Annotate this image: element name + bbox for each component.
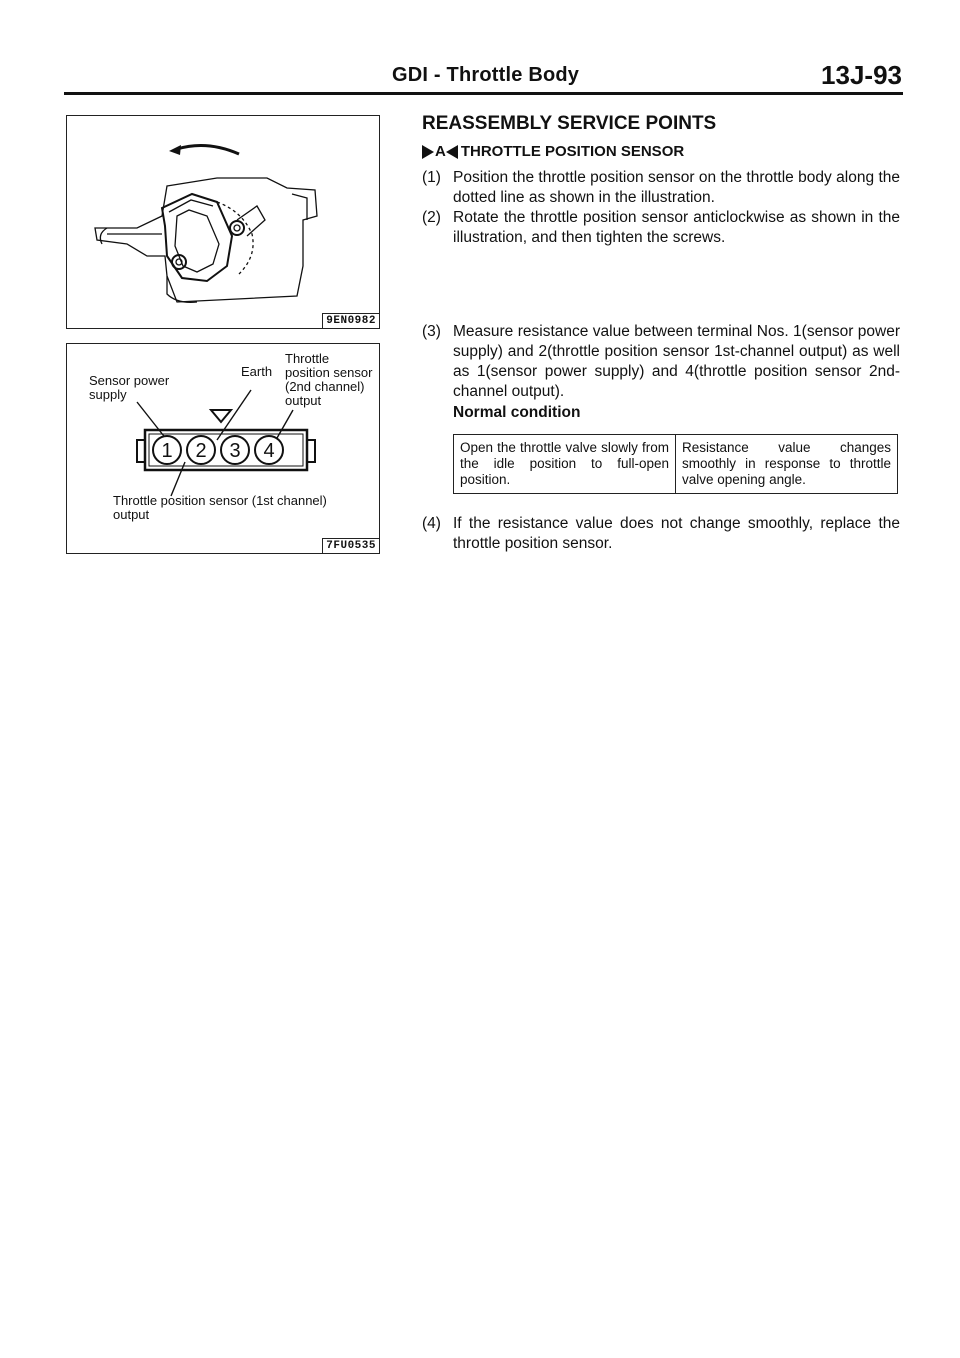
page-header-title: GDI - Throttle Body (392, 64, 580, 86)
figure-code: 7FU0535 (322, 538, 379, 553)
terminal-4 (255, 436, 283, 464)
step-text: Rotate the throttle position sensor anticlockwise as shown in the illustration, and then tighten the screws. (453, 209, 900, 246)
label-earth: Earth (241, 364, 273, 379)
normal-condition-label: Normal condition (453, 404, 581, 421)
terminal-4-label: 4 (263, 440, 275, 462)
terminal-3-label: 3 (229, 440, 241, 462)
terminal-2 (187, 436, 215, 464)
step-item (422, 168, 900, 208)
subsection-title-text: THROTTLE POSITION SENSOR (460, 143, 685, 160)
terminal-numbers (153, 436, 283, 464)
table-row (454, 435, 898, 494)
step-number: (1) (422, 169, 441, 186)
terminal-2-label: 2 (195, 440, 207, 462)
figure-code: 9EN0982 (322, 313, 379, 328)
throttle-body-drawing (67, 116, 379, 328)
step-item (422, 208, 900, 248)
step-number: (4) (422, 515, 441, 532)
throttle-body-illustration (66, 115, 380, 329)
result-cell: Resistance value changes smoothly in response to throttle valve opening angle. (676, 435, 898, 494)
step-text: Position the throttle position sensor on the throttle body along the dotted line as shown in the illustration. (453, 169, 900, 206)
left-triangle-icon (446, 145, 458, 159)
step-text: If the resistance value does not change smoothly, replace the throttle position sensor. (453, 515, 900, 552)
step-number: (3) (422, 323, 441, 340)
connector-pinout-illustration (66, 343, 380, 554)
service-point-marker: A (435, 143, 446, 160)
condition-cell: Open the throttle valve slowly from the idle position to full-open position. (454, 435, 676, 494)
connector-drawing (67, 344, 379, 553)
rotation-arrow-icon (169, 145, 181, 155)
right-triangle-icon (422, 145, 434, 159)
section-title: REASSEMBLY SERVICE POINTS (422, 113, 717, 134)
label-throttle-2nd-channel: Throttle position sensor (2nd channel) output (285, 351, 373, 408)
label-sensor-power-supply: Sensor power supply (89, 373, 170, 402)
step-item (422, 322, 900, 402)
step-number: (2) (422, 209, 441, 226)
header-rule (64, 92, 903, 95)
terminal-1 (153, 436, 181, 464)
terminal-1-label: 1 (161, 440, 173, 462)
terminal-3 (221, 436, 249, 464)
page-number: 13J-93 (821, 60, 902, 90)
step-text: Measure resistance value between terminal Nos. 1(sensor power supply) and 2(throttle position sensor 1st-channel output) as well as 1(sensor power supply) and 4(throttle position sensor 2nd-channel output). (453, 323, 900, 400)
step-item (422, 514, 900, 554)
label-throttle-1st-channel: Throttle position sensor (1st channel) output (113, 493, 327, 522)
subsection-title (422, 143, 684, 160)
condition-table (453, 434, 898, 494)
